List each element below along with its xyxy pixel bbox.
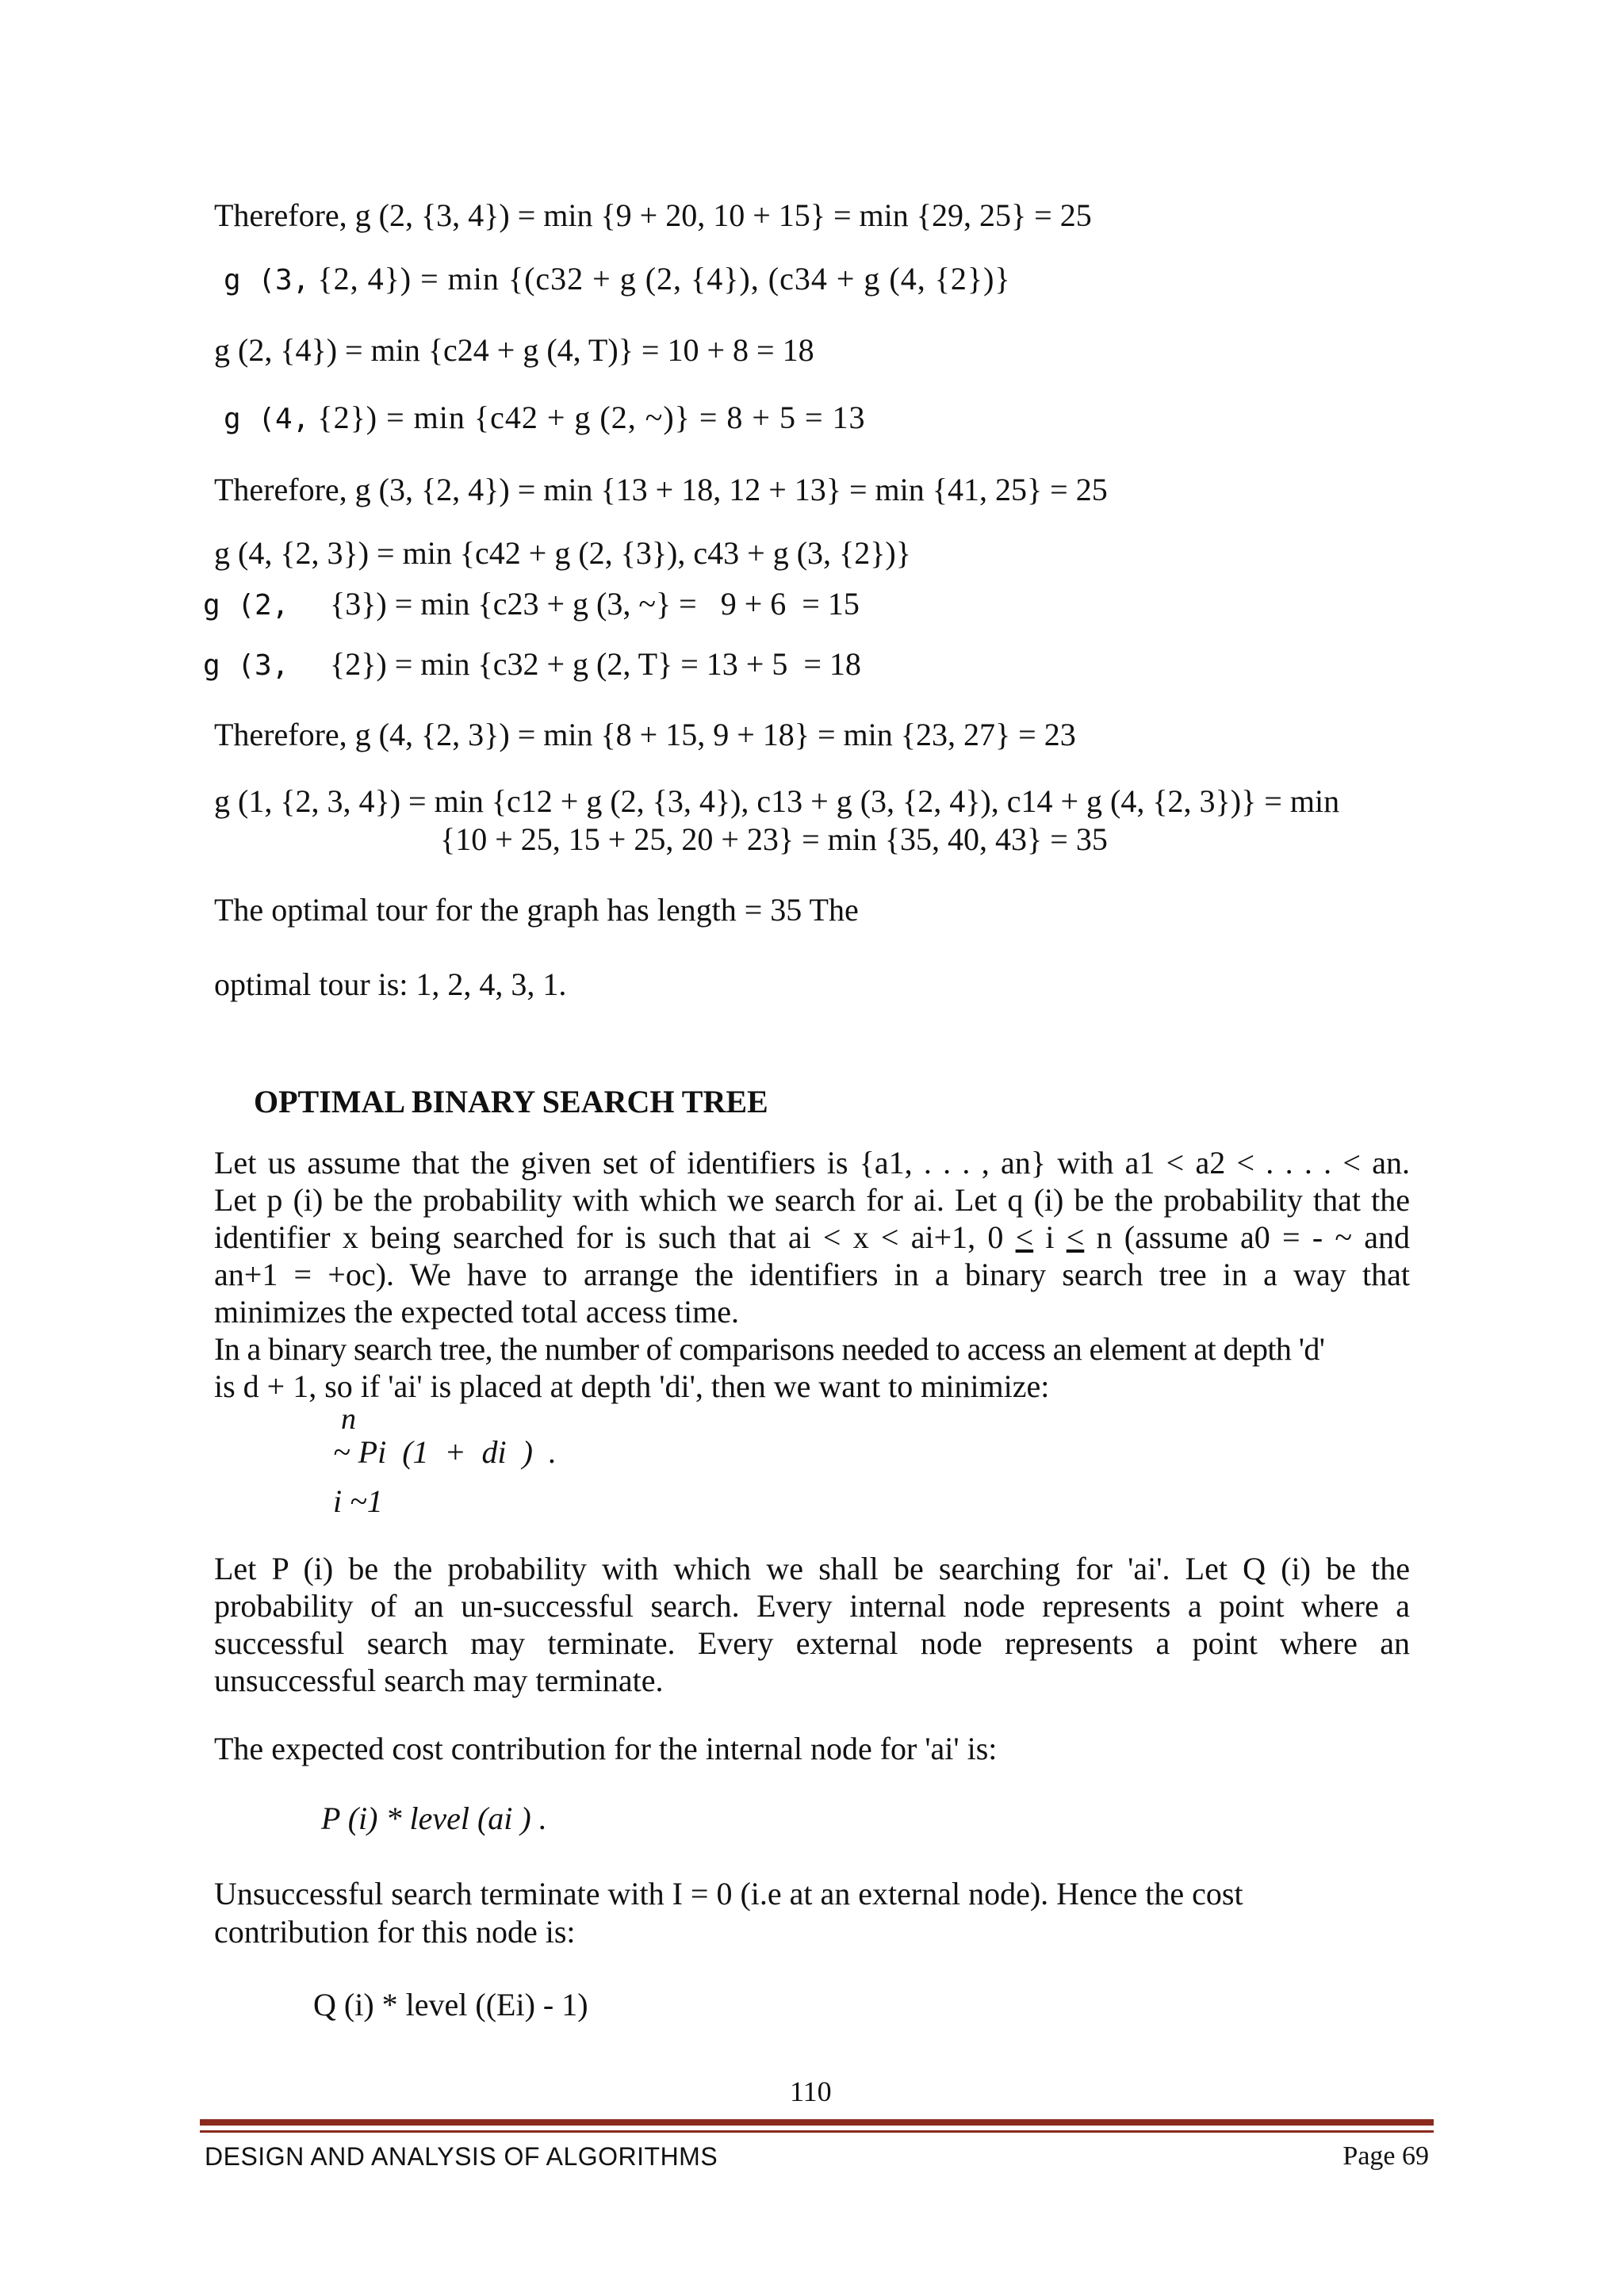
line-g4-2-body: {2}) = min {c42 + g (2, ~)} = 8 + 5 = 13: [317, 400, 866, 435]
line-g4-23-result: Therefore, g (4, {2, 3}) = min {8 + 15, 9 + 18} = min {23, 27} = 23: [214, 717, 1076, 752]
internal-node-cost-text: The expected cost contribution for the internal node for 'ai' is:: [214, 1731, 998, 1766]
line-g2-3-body: {3}) = min {c23 + g (3, ~} = 9 + 6 = 15: [330, 586, 860, 622]
obst-para-3-line-1: Let P (i) be the probability with which we shall be searching for 'ai'. Let Q (i) be the: [214, 1551, 1410, 1586]
footer-rule-thick: [200, 2119, 1434, 2126]
unsuccessful-search-text-line-1: Unsuccessful search terminate with I = 0 (i.e at an external node). Hence the cost: [214, 1876, 1243, 1911]
footer-title: DESIGN AND ANALYSIS OF ALGORITHMS: [205, 2142, 718, 2171]
line-g3-2-prefix: g (3,: [203, 649, 289, 682]
line-g2-3: [203, 585, 860, 625]
internal-node-cost-formula: P (i) * level (ai ) .: [321, 1800, 547, 1836]
external-node-cost-formula: Q (i) * level ((Ei) - 1): [313, 1987, 588, 2022]
optimal-tour-sequence: optimal tour is: 1, 2, 4, 3, 1.: [214, 966, 567, 1002]
line-g4-2-prefix: g (4,: [224, 403, 310, 435]
line-g4-23-def: g (4, {2, 3}) = min {c42 + g (2, {3}), c43 + g (3, {2})}: [214, 535, 911, 571]
obst-para-1-line-5: minimizes the expected total access time.: [214, 1294, 739, 1330]
obst-para-3-line-2: probability of an un-successful search. Every internal node represents a point where a: [214, 1588, 1410, 1624]
line-g3-24-def: [224, 260, 1011, 300]
line-g4-2: [224, 399, 866, 438]
obst-para-1-line-4: an+1 = +oc). We have to arrange the identifiers in a binary search tree in a way that: [214, 1257, 1410, 1292]
footer-rule-thin: [200, 2130, 1434, 2133]
obst-para-1-line-1: Let us assume that the given set of identifiers is {a1, . . . , an} with a1 < a2 < . . . . < an.: [214, 1145, 1410, 1181]
section-heading: OPTIMAL BINARY SEARCH TREE: [254, 1084, 768, 1119]
line-g1-234-result: {10 + 25, 15 + 25, 20 + 23} = min {35, 40, 43} = 35: [440, 821, 1108, 857]
footer-page-number: Page 69: [1342, 2141, 1429, 2171]
line-g3-24-def-prefix: g (3,: [224, 264, 310, 297]
obst-para-3-line-3: successful search may terminate. Every external node represents a point where an: [214, 1625, 1410, 1661]
line-g3-24-def-body: {2, 4}) = min {(c32 + g (2, {4}), (c34 + g (4, {2})}: [317, 261, 1011, 297]
page-number-center: 110: [790, 2076, 832, 2107]
obst-para-1-line-3-b: i: [1033, 1219, 1067, 1255]
obst-para-2-line-1: In a binary search tree, the number of comparisons needed to access an element at depth 'd': [214, 1331, 1325, 1367]
obst-para-3-line-4: unsuccessful search may terminate.: [214, 1663, 664, 1698]
unsuccessful-search-text-line-2: contribution for this node is:: [214, 1914, 576, 1950]
line-g2-3-prefix: g (2,: [203, 589, 289, 622]
line-g3-2-body: {2}) = min {c32 + g (2, T} = 13 + 5 = 18: [330, 646, 861, 682]
obst-para-1-line-3-c: n (assume a0 = - ~ and: [1084, 1219, 1410, 1255]
summation-expression: ~ Pi (1 + di ) .: [333, 1434, 557, 1470]
optimal-tour-length: The optimal tour for the graph has length = 35 The: [214, 892, 859, 928]
summation-lower-limit: i ~1: [333, 1483, 383, 1519]
summation-upper-limit: n: [341, 1402, 356, 1436]
line-g1-234-def: g (1, {2, 3, 4}) = min {c12 + g (2, {3, 4}), c13 + g (3, {2, 4}), c14 + g (4, {2, 3})} = min: [214, 783, 1340, 819]
obst-para-1-line-3-a: identifier x being searched for is such that ai < x < ai+1, 0: [214, 1219, 1016, 1255]
obst-para-2-line-2: is d + 1, so if 'ai' is placed at depth 'di', then we want to minimize:: [214, 1368, 1050, 1404]
less-equal-symbol: <: [1015, 1219, 1034, 1255]
line-g2-4: g (2, {4}) = min {c24 + g (4, T)} = 10 + 8 = 18: [214, 332, 814, 368]
line-g2-34: Therefore, g (2, {3, 4}) = min {9 + 20, 10 + 15} = min {29, 25} = 25: [214, 197, 1092, 233]
less-equal-symbol: <: [1066, 1219, 1085, 1255]
line-g3-2: [203, 645, 861, 685]
line-g3-24-result: Therefore, g (3, {2, 4}) = min {13 + 18, 12 + 13} = min {41, 25} = 25: [214, 472, 1108, 507]
obst-para-1-line-3: [214, 1219, 1410, 1256]
obst-para-1-line-2: Let p (i) be the probability with which we search for ai. Let q (i) be the probability that the: [214, 1182, 1410, 1218]
